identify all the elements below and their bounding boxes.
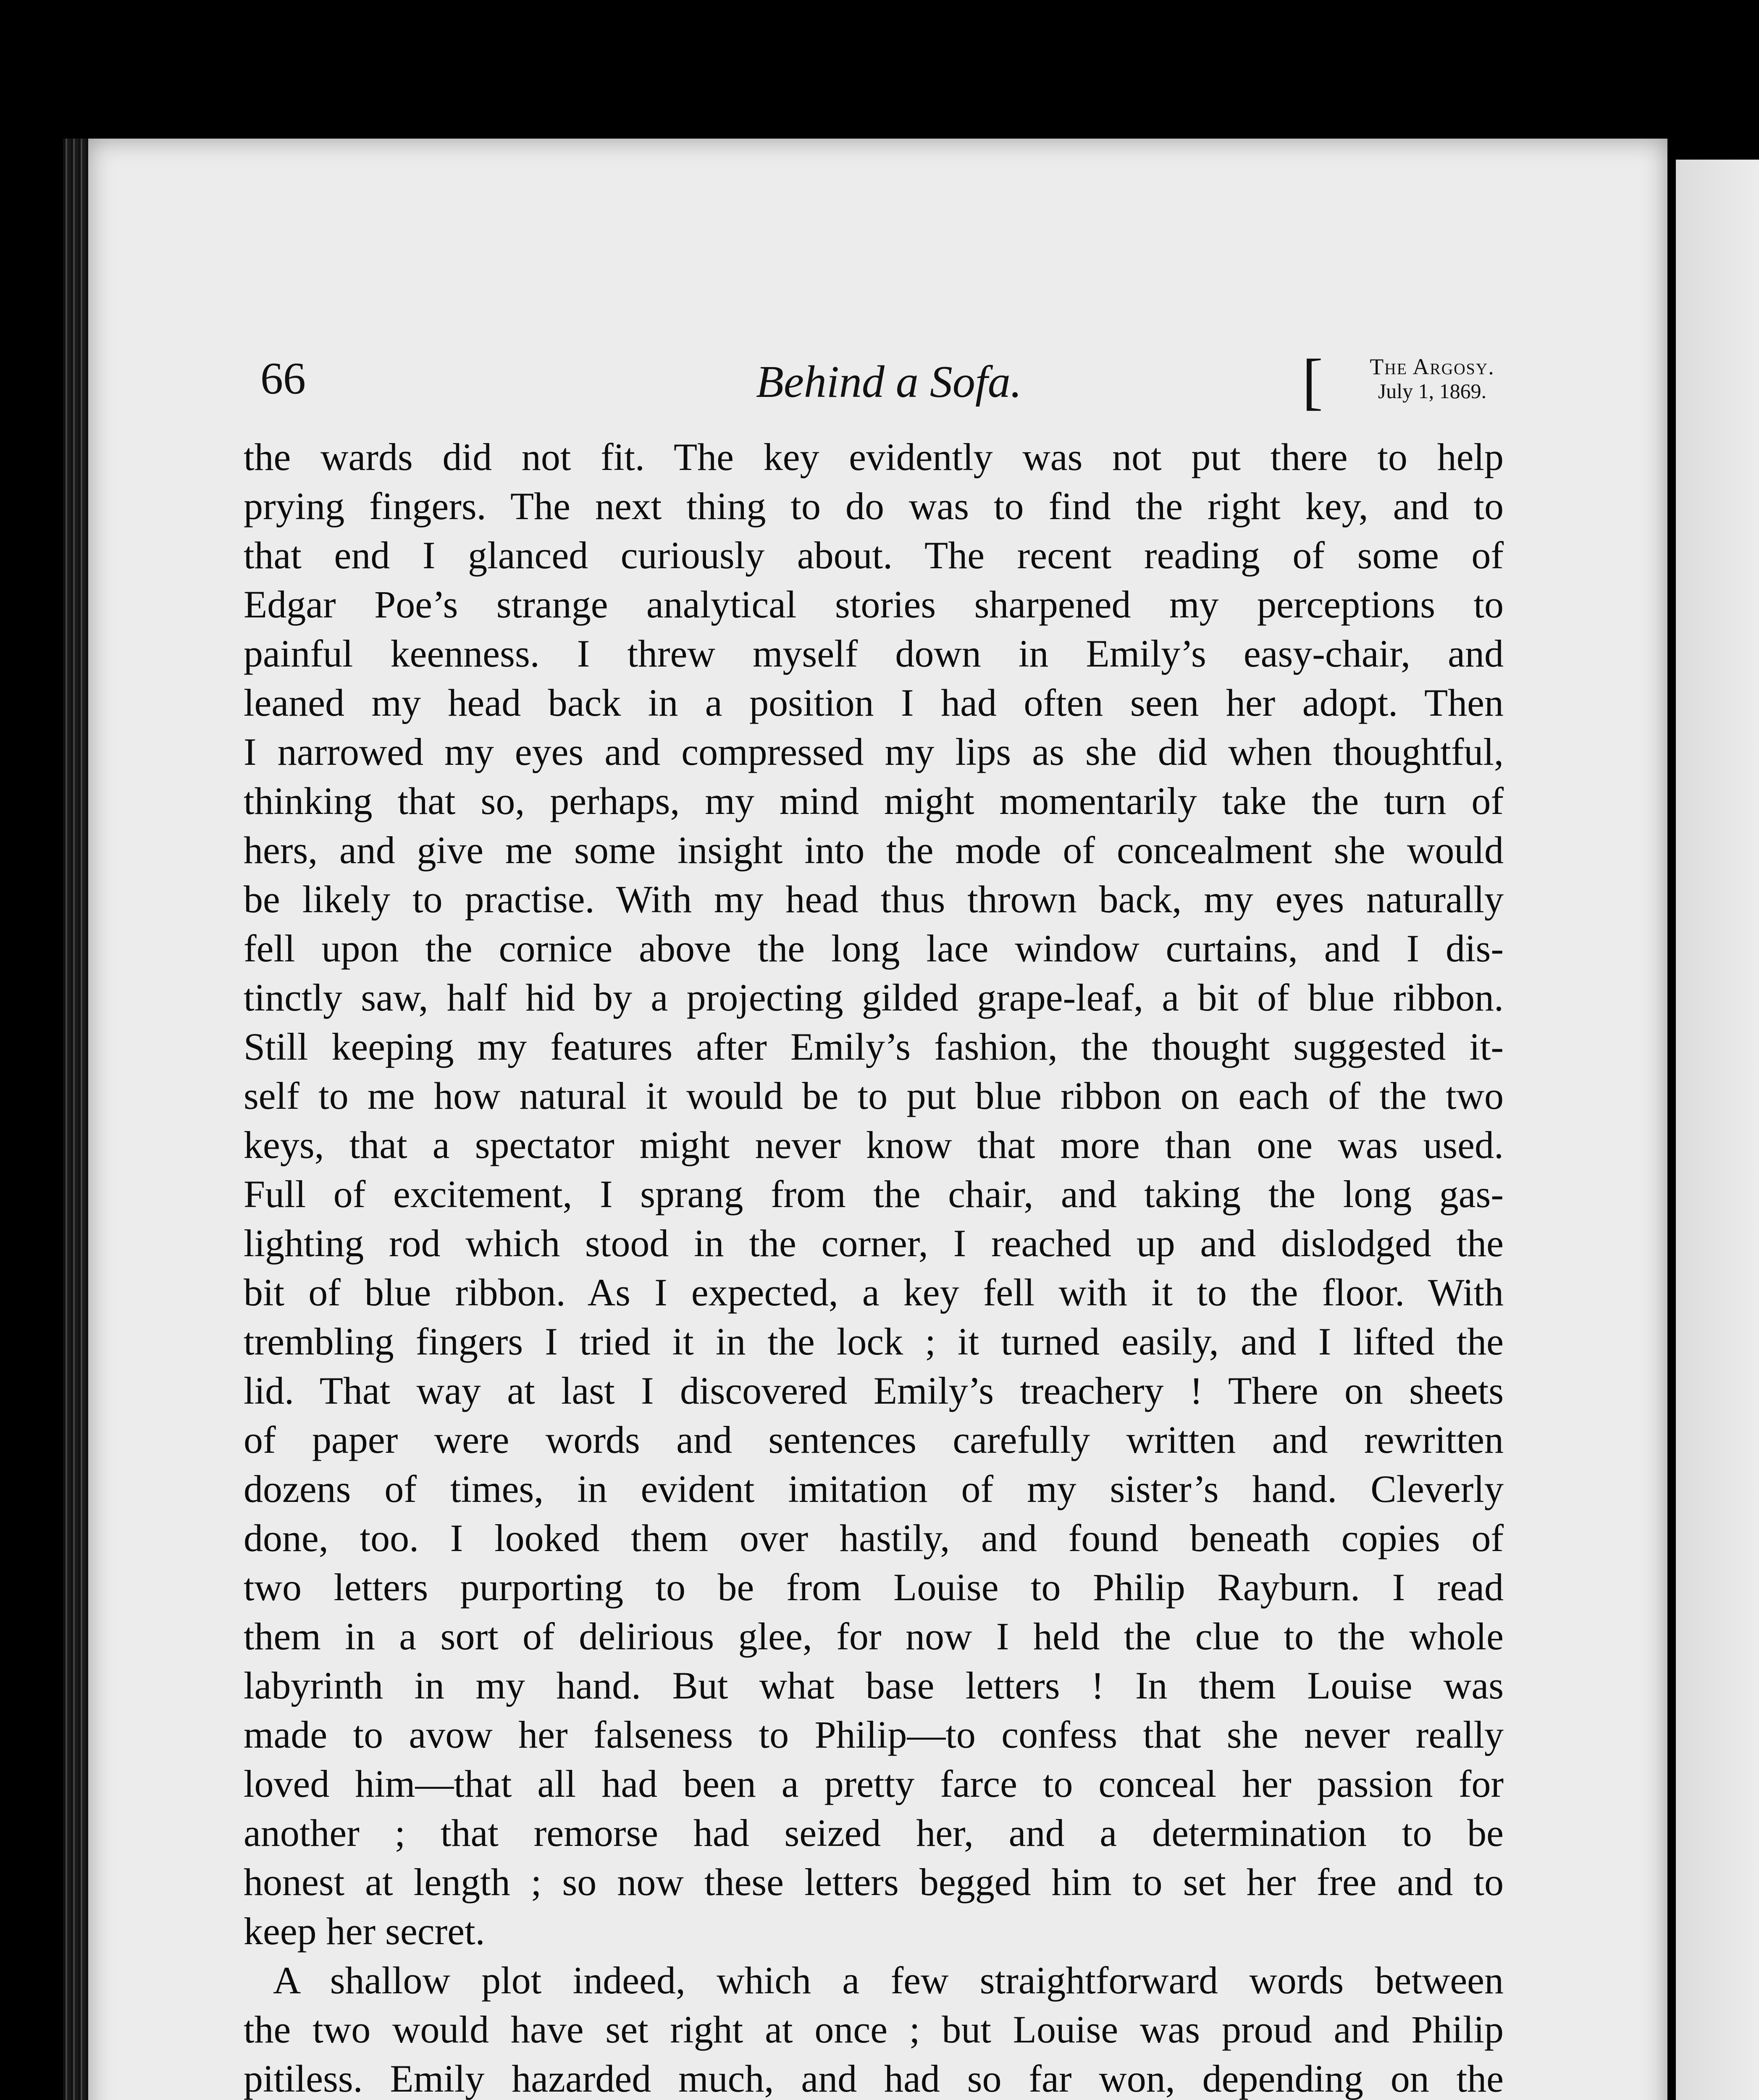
text-line: lighting rod which stood in the corner, I reached up and dislodged the [244,1222,1504,1265]
source-name: The Argosy. [1370,354,1495,379]
text-line: trembling fingers I tried it in the lock ; it turned easily, and I lifted the [244,1320,1504,1363]
source-citation [1336,355,1529,402]
paragraph-start-line: A shallow plot indeed, which a few straightforward words between [273,1959,1504,2002]
text-line: bit of blue ribbon. As I expected, a key fell with it to the floor. With [244,1271,1504,1314]
text-line: prying fingers. The next thing to do was to find the right key, and to [244,485,1504,528]
text-line: loved him—that all had been a pretty farce to conceal her passion for [244,1762,1504,1805]
text-line: Edgar Poe’s strange analytical stories sharpened my perceptions to [244,583,1504,626]
body-text [244,433,1504,2100]
text-line: leaned my head back in a position I had often seen her adopt. Then [244,681,1504,724]
text-line: the wards did not fit. The key evidently was not put there to help [244,436,1504,478]
text-line: labyrinth in my hand. But what base letters ! In them Louise was [244,1664,1504,1707]
page-header [260,346,1525,416]
text-line: pitiless. Emily hazarded much, and had so far won, depending on the [244,2057,1504,2100]
text-line: honest at length ; so now these letters begged him to set her free and to [244,1861,1504,1903]
text-line: them in a sort of delirious glee, for now I held the clue to the whole [244,1615,1504,1658]
text-line: hers, and give me some insight into the mode of concealment she would [244,829,1504,872]
text-line: that end I glanced curiously about. The recent reading of some of [244,534,1504,577]
text-line: keys, that a spectator might never know that more than one was used. [244,1124,1504,1166]
paragraph-end-line: keep her secret. [244,1910,485,1953]
text-line: dozens of times, in evident imitation of my sister’s hand. Cleverly [244,1467,1504,1510]
text-line: done, too. I looked them over hastily, and found beneath copies of [244,1517,1504,1559]
text-line: be likely to practise. With my head thus thrown back, my eyes naturally [244,878,1504,921]
next-page-edge [1663,160,1759,2100]
text-line: I narrowed my eyes and compressed my lips as she did when thoughtful, [244,730,1504,773]
text-line: fell upon the cornice above the long lace window curtains, and I dis- [244,927,1504,970]
text-line: painful keenness. I threw myself down in Emily’s easy-chair, and [244,632,1504,675]
text-line: Full of excitement, I sprang from the chair, and taking the long gas- [244,1173,1504,1215]
text-line: lid. That way at last I discovered Emily’s treachery ! There on sheets [244,1369,1504,1412]
text-line: self to me how natural it would be to put blue ribbon on each of the two [244,1074,1504,1117]
text-line: of paper were words and sentences carefully written and rewritten [244,1418,1504,1461]
source-date: July 1, 1869. [1378,379,1487,403]
text-line: another ; that remorse had seized her, and a determination to be [244,1811,1504,1854]
text-line: two letters purporting to be from Louise to Philip Rayburn. I read [244,1566,1504,1609]
text-line: tinctly saw, half hid by a projecting gilded grape-leaf, a bit of blue ribbon. [244,976,1504,1019]
text-line: thinking that so, perhaps, my mind might momentarily take the turn of [244,780,1504,822]
source-bracket-icon: [ [1302,346,1323,416]
text-line: Still keeping my features after Emily’s fashion, the thought suggested it- [244,1025,1504,1068]
page-number: 66 [260,354,306,404]
text-line: made to avow her falseness to Philip—to confess that she never really [244,1713,1504,1756]
running-title: Behind a Sofa. [756,357,1022,407]
scan-border-left [0,0,59,2100]
text-line: the two would have set right at once ; but Louise was proud and Philip [244,2008,1504,2051]
